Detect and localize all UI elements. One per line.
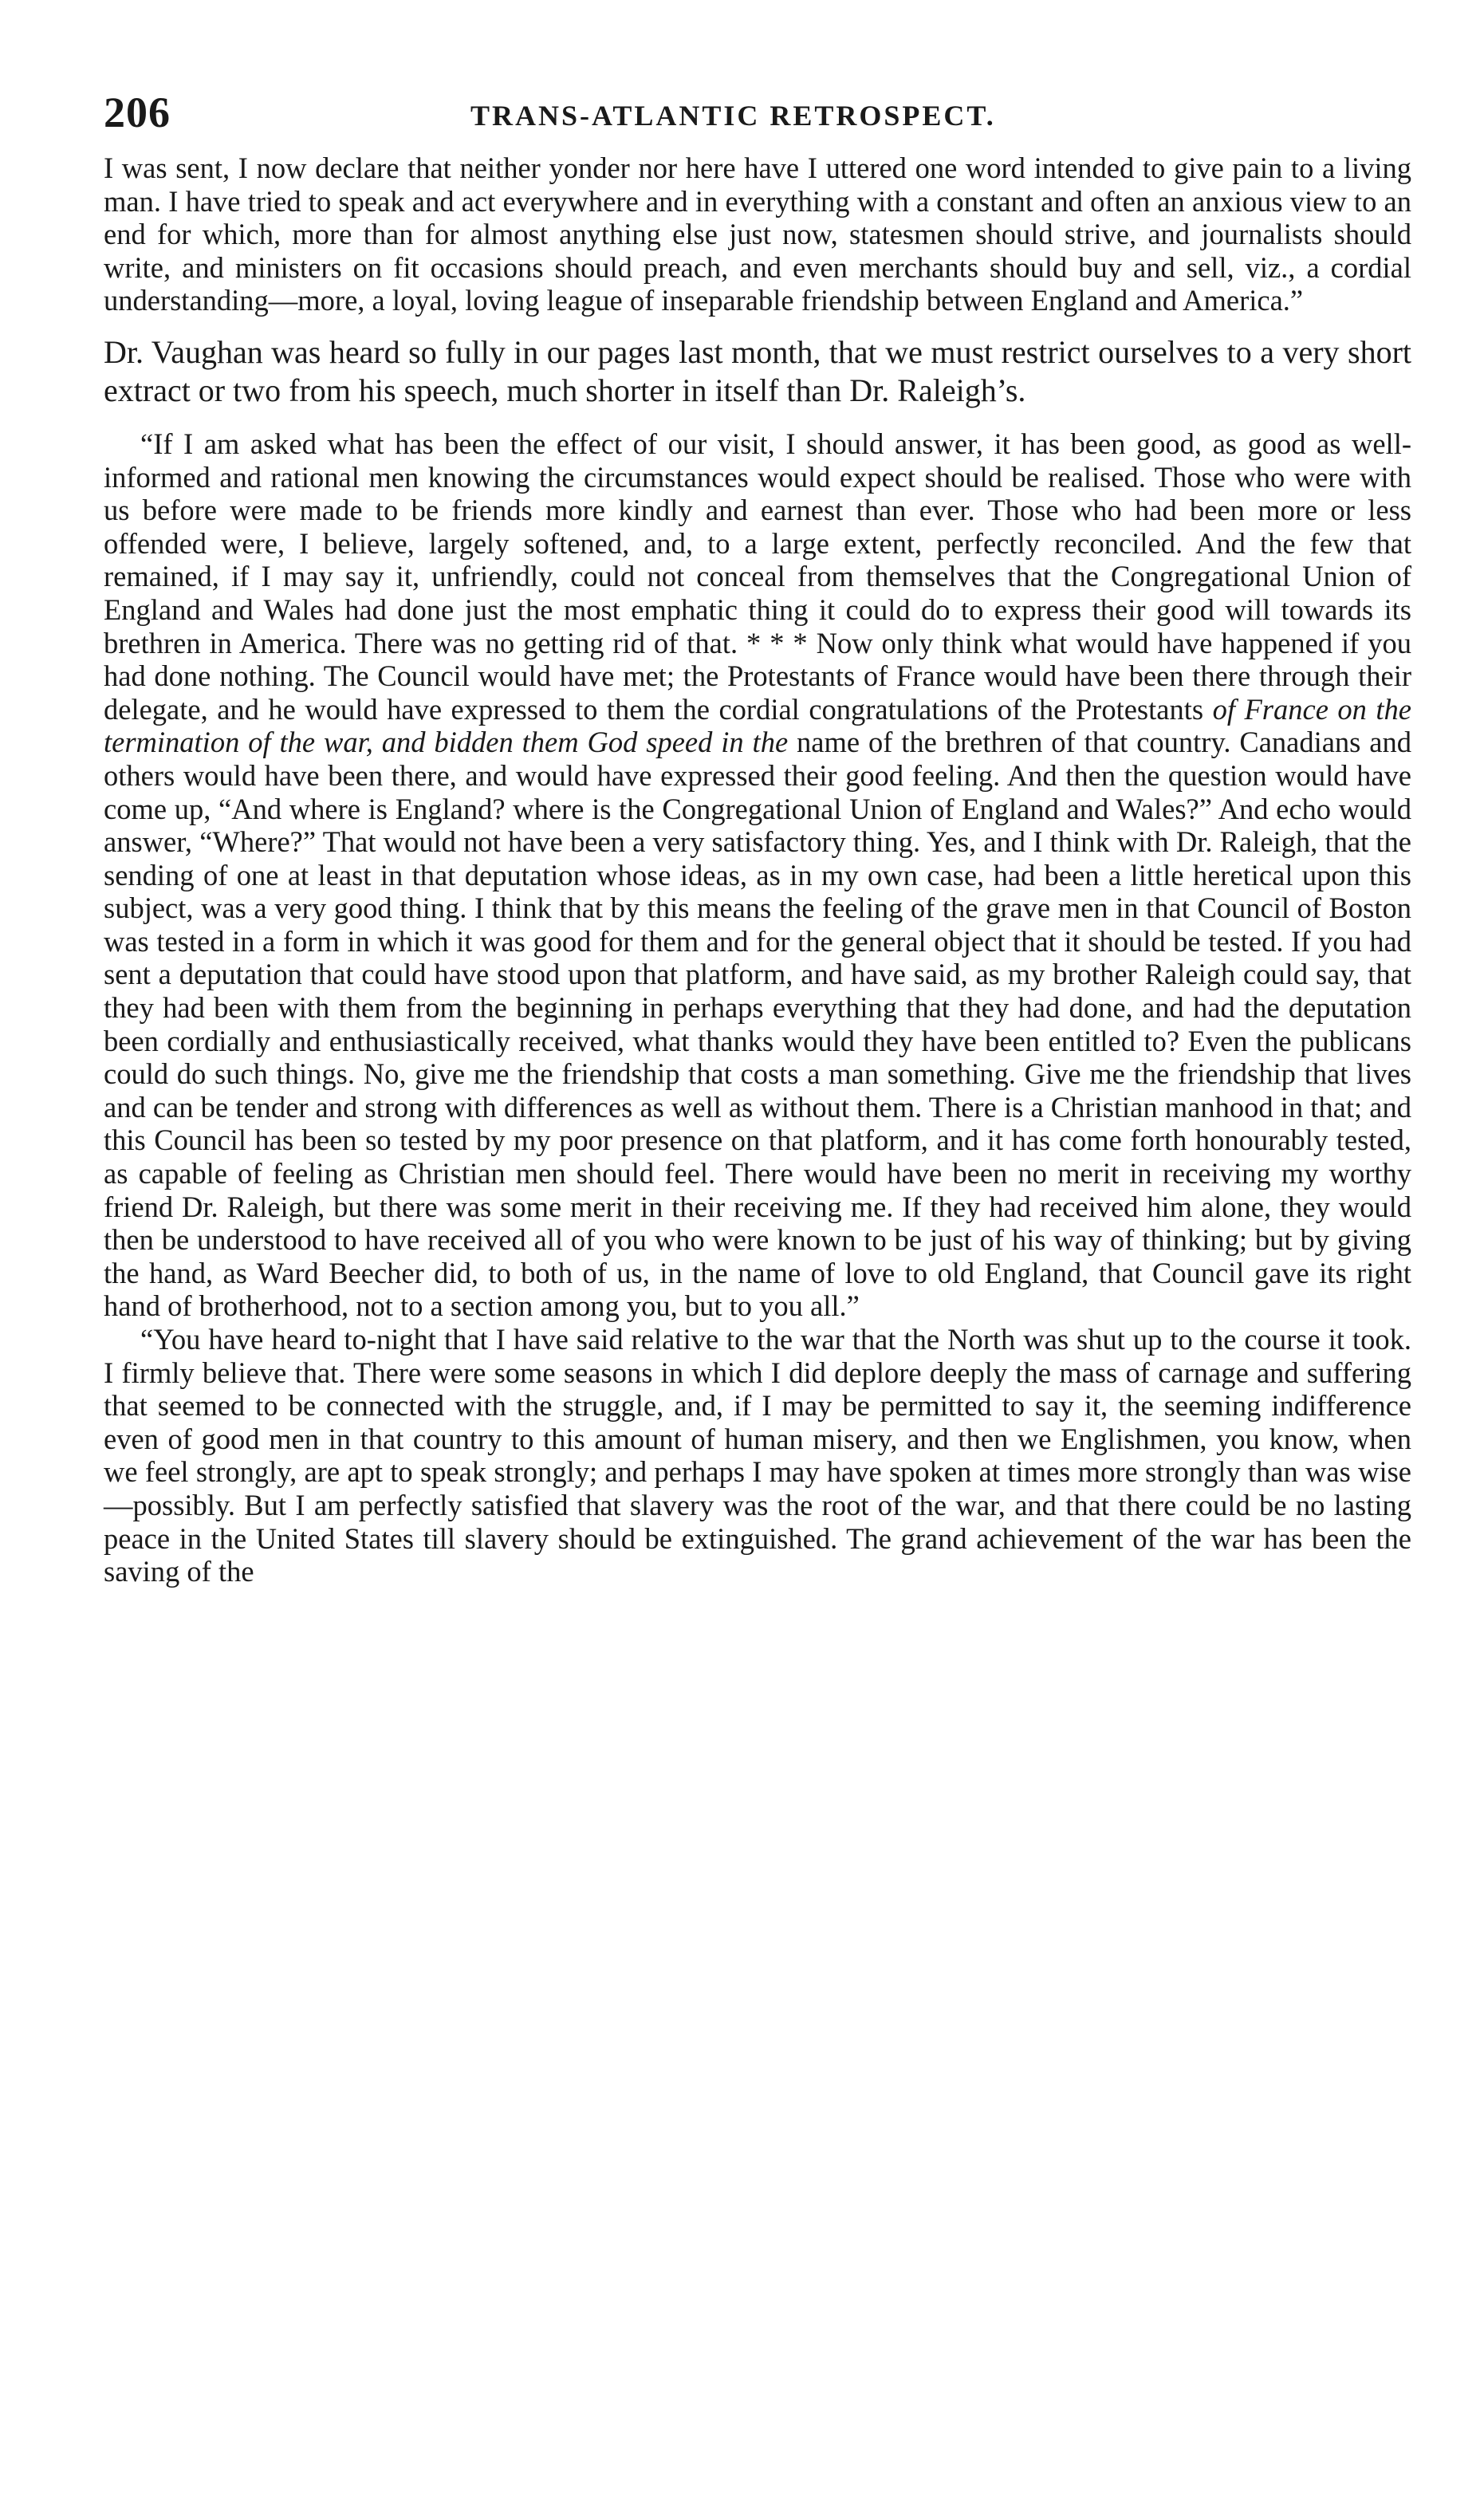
running-title: TRANS-ATLANTIC RETROSPECT. [470, 100, 996, 132]
page-number: 206 [104, 89, 171, 136]
quote-1-text-b: name of the brethren of that country. Canadians and others would have been there, and would have expressed their good feeling. And then the question would have come up, “And where is England? where is the Congregational Union of England and Wales?” And echo would answer, “Where?” That would not have been a very satisfactory thing. Yes, and I think with Dr. Raleigh, that the sending of one at least in that deputation whose ideas, as in my own case, had been a little heretical upon this subject, was a very good thing. I think that by this means the feeling of the grave men in that Council of Boston was tested in a form in which it was good for them and for the general object that it should be tested. If you had sent a deputation that could have stood upon that platform, and have said, as my brother Raleigh could say, that they had been with them from the beginning in perhaps everything that they had done, and had the deputation been cordially and enthusiastically received, what thanks would they have been entitled to? Even the publicans could do such things. No, give me the friendship that costs a man something. Give me the friendship that lives and can be tender and strong with differences as well as without them. There is a Christian manhood in that; and this Council has been so tested by my poor presence on that platform, and it has come forth honourably tested, as capable of feeling as Christian men should feel. There would have been no merit in receiving my worthy friend Dr. Raleigh, but there was some merit in their receiving me. If they had received him alone, they would then be understood to have received all of you who were known to be just of his way of thinking; but by giving the hand, as Ward Beecher did, to both of us, in the name of love to old England, that Council gave its right hand of brotherhood, not to a section among you, but to you all.” [104, 726, 1411, 1323]
paragraph-vaughan-quote-2: “You have heard to-night that I have said relative to the war that the North was shut up to the course it took. I firmly believe that. There were some seasons in which I did deplore deeply the mass of carnage and suffering that seemed to be connected with the struggle, and, if I may be permitted to say it, the seeming indifference even of good men in that country to this amount of human misery, and then we Englishmen, you know, when we feel strongly, are apt to speak strongly; and perhaps I may have spoken at times more strongly than was wise —possibly. But I am perfectly satisfied that slavery was the root of the war, and that there could be no lasting peace in the United States till slavery should be extinguished. The grand achievement of the war has been the saving of the [104, 1323, 1411, 1588]
paragraph-raleigh-conclusion: I was sent, I now declare that neither yonder nor here have I uttered one word intended to give pain to a living man. I have tried to speak and act everywhere and in everything with a constant and often an anxious view to an end for which, more than for almost anything else just now, statesmen should strive, and journalists should write, and ministers on fit occasions should preach, and even merchants should buy and sell, viz., a cordial understanding—more, a loyal, loving league of inseparable friendship between England and America.” [104, 152, 1411, 317]
book-page [104, 88, 1411, 1588]
quote-1-text-a: “If I am asked what has been the effect of our visit, I should answer, it has been good, as good as well-informed and rational men knowing the circumstances would expect should be realised. Those who were with us before were made to be friends more kindly and earnest than ever. Those who had been more or less offended were, I believe, largely softened, and, to a large extent, perfectly reconciled. And the few that remained, if I may say it, unfriendly, could not conceal from themselves that the Congregational Union of England and Wales had done just the most emphatic thing it could do to express their good will towards its brethren in America. There was no getting rid of that. * * * Now only think what would have happened if you had done nothing. The Council would have met; the Protestants of France would have been there through their delegate, and he would have expressed to them the cordial congratulations of the Protestants [104, 427, 1411, 726]
paragraph-vaughan-quote-1 [104, 427, 1411, 1323]
paragraph-editorial-intro: Dr. Vaughan was heard so fully in our pages last month, that we must restrict ourselves to a very short extract or two from his speech, much shorter in itself than Dr. Raleigh’s. [104, 333, 1411, 408]
quote-1-italic-text: of France on the termination of the war, and bidden them God speed in the [104, 692, 1412, 759]
running-head [104, 88, 1411, 152]
